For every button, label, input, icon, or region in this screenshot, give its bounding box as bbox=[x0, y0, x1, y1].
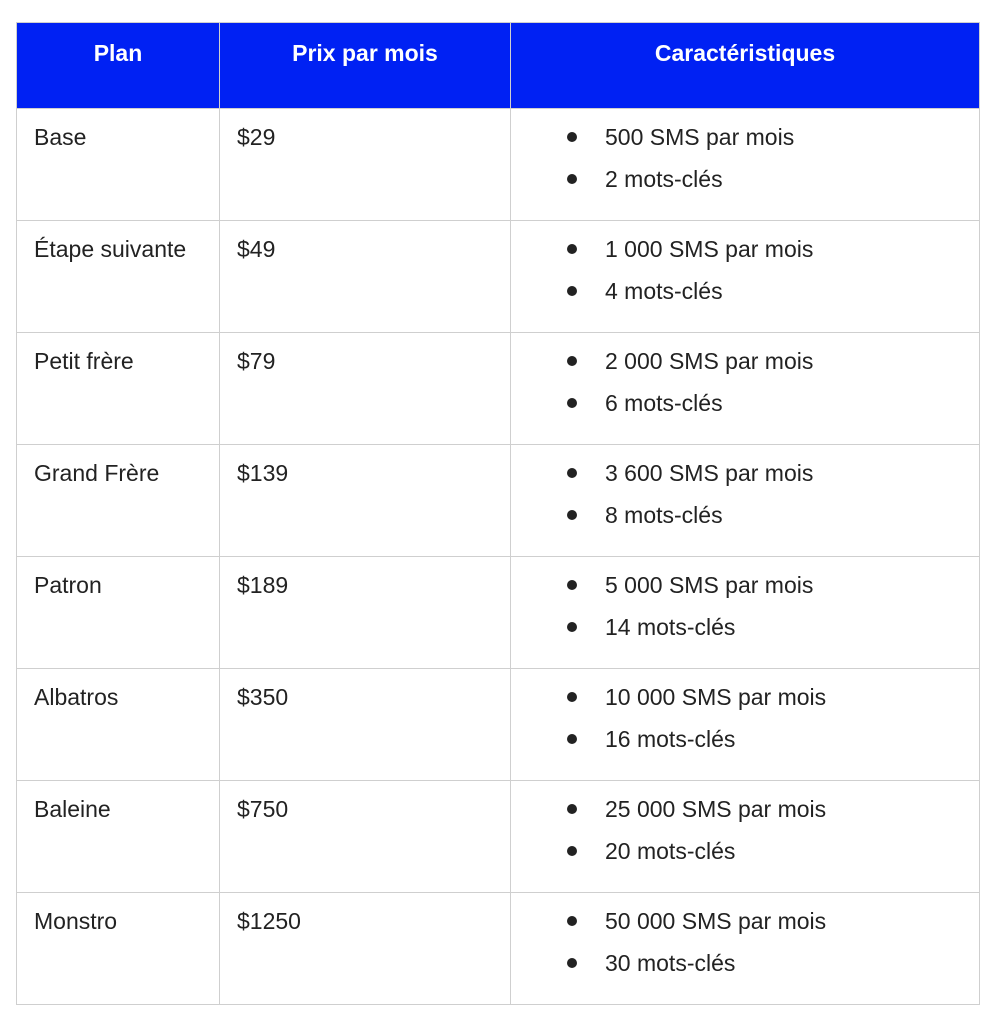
feature-item: 1 000 SMS par mois bbox=[511, 234, 979, 276]
bullet-icon bbox=[567, 510, 577, 520]
feature-item: 2 000 SMS par mois bbox=[511, 346, 979, 388]
feature-item: 5 000 SMS par mois bbox=[511, 570, 979, 612]
table-row bbox=[17, 445, 980, 557]
features-cell bbox=[511, 669, 980, 781]
plan-price: $79 bbox=[237, 348, 276, 374]
bullet-icon bbox=[567, 692, 577, 702]
price-cell bbox=[220, 669, 511, 781]
feature-item: 25 000 SMS par mois bbox=[511, 794, 979, 836]
feature-item: 50 000 SMS par mois bbox=[511, 906, 979, 948]
plan-cell bbox=[17, 221, 220, 333]
features-list bbox=[511, 109, 979, 206]
feature-item: 30 mots-clés bbox=[511, 948, 979, 990]
table-row bbox=[17, 557, 980, 669]
bullet-icon bbox=[567, 132, 577, 142]
plan-name: Base bbox=[34, 124, 87, 150]
plan-cell bbox=[17, 669, 220, 781]
bullet-icon bbox=[567, 398, 577, 408]
bullet-icon bbox=[567, 580, 577, 590]
price-cell bbox=[220, 221, 511, 333]
feature-item: 20 mots-clés bbox=[511, 836, 979, 878]
table-row bbox=[17, 333, 980, 445]
bullet-icon bbox=[567, 916, 577, 926]
table-row bbox=[17, 221, 980, 333]
feature-item: 14 mots-clés bbox=[511, 612, 979, 654]
plan-price: $1250 bbox=[237, 908, 301, 934]
feature-item: 10 000 SMS par mois bbox=[511, 682, 979, 724]
plan-cell bbox=[17, 445, 220, 557]
plan-cell bbox=[17, 781, 220, 893]
table-header-row bbox=[17, 23, 980, 109]
feature-item: 6 mots-clés bbox=[511, 388, 979, 430]
plan-price: $750 bbox=[237, 796, 289, 822]
price-cell bbox=[220, 781, 511, 893]
plan-price: $49 bbox=[237, 236, 276, 262]
price-cell bbox=[220, 445, 511, 557]
features-list bbox=[511, 221, 979, 318]
column-header-plan: Plan bbox=[17, 23, 220, 109]
table-row bbox=[17, 669, 980, 781]
plan-cell bbox=[17, 109, 220, 221]
features-list bbox=[511, 333, 979, 430]
plan-name: Étape suivante bbox=[34, 236, 187, 262]
features-list bbox=[511, 893, 979, 990]
plan-cell bbox=[17, 893, 220, 1005]
plan-name: Baleine bbox=[34, 796, 111, 822]
price-cell bbox=[220, 333, 511, 445]
pricing-table bbox=[16, 22, 980, 1005]
features-cell bbox=[511, 445, 980, 557]
column-header-features: Caractéristiques bbox=[511, 23, 980, 109]
table-row bbox=[17, 781, 980, 893]
bullet-icon bbox=[567, 286, 577, 296]
bullet-icon bbox=[567, 356, 577, 366]
feature-item: 3 600 SMS par mois bbox=[511, 458, 979, 500]
feature-item: 16 mots-clés bbox=[511, 724, 979, 766]
plan-name: Albatros bbox=[34, 684, 119, 710]
plan-name: Monstro bbox=[34, 908, 118, 934]
plan-price: $189 bbox=[237, 572, 289, 598]
bullet-icon bbox=[567, 244, 577, 254]
bullet-icon bbox=[567, 958, 577, 968]
features-cell bbox=[511, 557, 980, 669]
features-cell bbox=[511, 221, 980, 333]
plan-price: $350 bbox=[237, 684, 289, 710]
features-list bbox=[511, 669, 979, 766]
features-cell bbox=[511, 893, 980, 1005]
bullet-icon bbox=[567, 846, 577, 856]
plan-cell bbox=[17, 333, 220, 445]
bullet-icon bbox=[567, 468, 577, 478]
column-header-price: Prix par mois bbox=[220, 23, 511, 109]
features-cell bbox=[511, 781, 980, 893]
feature-item: 500 SMS par mois bbox=[511, 122, 979, 164]
bullet-icon bbox=[567, 804, 577, 814]
feature-item: 4 mots-clés bbox=[511, 276, 979, 318]
price-cell bbox=[220, 109, 511, 221]
features-cell bbox=[511, 333, 980, 445]
price-cell bbox=[220, 893, 511, 1005]
plan-name: Petit frère bbox=[34, 348, 134, 374]
plan-price: $29 bbox=[237, 124, 276, 150]
plan-price: $139 bbox=[237, 460, 289, 486]
bullet-icon bbox=[567, 174, 577, 184]
features-cell bbox=[511, 109, 980, 221]
table-row bbox=[17, 109, 980, 221]
plan-name: Grand Frère bbox=[34, 460, 160, 486]
features-list bbox=[511, 781, 979, 878]
price-cell bbox=[220, 557, 511, 669]
plan-cell bbox=[17, 557, 220, 669]
plan-name: Patron bbox=[34, 572, 102, 598]
table-row bbox=[17, 893, 980, 1005]
feature-item: 2 mots-clés bbox=[511, 164, 979, 206]
bullet-icon bbox=[567, 734, 577, 744]
feature-item: 8 mots-clés bbox=[511, 500, 979, 542]
bullet-icon bbox=[567, 622, 577, 632]
features-list bbox=[511, 445, 979, 542]
features-list bbox=[511, 557, 979, 654]
